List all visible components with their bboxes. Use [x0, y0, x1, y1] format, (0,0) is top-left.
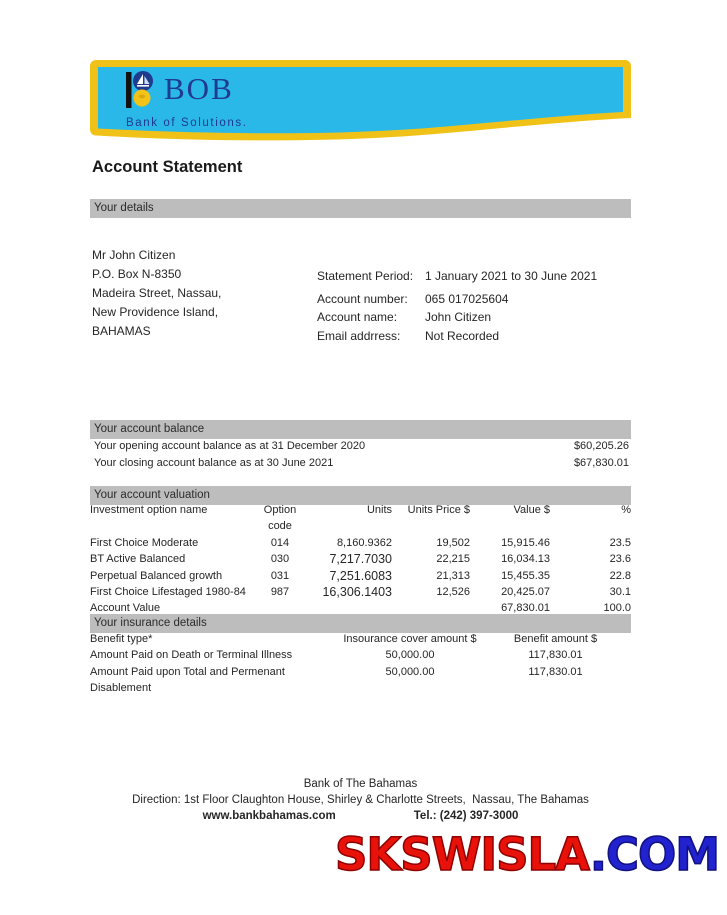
investment-name: First Choice Lifestaged 1980-84 [90, 586, 246, 599]
valuation-table [90, 502, 631, 617]
investment-name: First Choice Moderate [90, 536, 199, 549]
table-row [90, 664, 631, 697]
field-label: Statement Period: [317, 269, 414, 283]
total-label: Account Value [90, 602, 161, 615]
benefit-type: Amount Paid on Death or Terminal Illness [90, 649, 293, 662]
page-title: Account Statement [92, 158, 243, 176]
bank-logo-word: BOB [164, 71, 234, 106]
cover-amount: 50,000.00 [385, 665, 435, 678]
address-line: P.O. Box N-8350 [92, 267, 182, 281]
investment-name: Perpetual Balanced growth [90, 569, 223, 582]
section-bar-your-details: Your details [90, 199, 631, 218]
col-header-benefit-type: Benefit type* [90, 633, 153, 645]
bank-logo-icon [126, 70, 160, 114]
field-label: Account number: [317, 291, 408, 306]
units-price: 12,526 [436, 586, 470, 599]
footer-website: www.bankbahamas.com [202, 810, 336, 822]
bank-logo [126, 70, 248, 129]
field-label: Account name: [317, 310, 398, 324]
units-price: 21,313 [436, 569, 470, 582]
units: 16,306.1403 [322, 585, 392, 600]
watermark [335, 828, 719, 881]
units: 8,160.9362 [336, 536, 392, 549]
address-line: Madeira Street, Nassau, [92, 286, 222, 300]
option-code: 031 [270, 569, 290, 582]
opening-balance-label: Your opening account balance as at 31 December 2020 [94, 440, 366, 452]
statement-fields [317, 267, 597, 345]
col-header-units-price: Units Price $ [407, 504, 470, 516]
total-percent: 100.0 [603, 602, 631, 615]
section-bar-account-valuation: Your account valuation [90, 486, 631, 505]
section-bar-insurance-details: Your insurance details [90, 614, 631, 633]
units: 7,251.6083 [329, 568, 392, 583]
col-header-value: Value $ [513, 504, 550, 516]
insurance-header-row [90, 631, 631, 647]
col-header-percent: % [621, 504, 631, 516]
customer-address [92, 246, 317, 345]
footer-phone: Tel.: (242) 397-3000 [413, 810, 519, 822]
benefit-amount: 117,830.01 [528, 665, 583, 678]
watermark-red-text: SKSWISLA [335, 828, 590, 881]
bank-header-banner [90, 60, 631, 146]
percent: 22.8 [609, 569, 631, 582]
footer-bank-name: Bank of The Bahamas [303, 778, 418, 790]
opening-balance-value: $60,205.26 [573, 440, 629, 452]
units-price: 19,502 [436, 536, 470, 549]
units: 7,217.7030 [329, 552, 392, 567]
value: 15,455.35 [501, 569, 550, 582]
col-header-benefit-amount: Benefit amount $ [513, 633, 598, 645]
valuation-header-row [90, 502, 631, 535]
closing-balance-row [90, 455, 631, 472]
option-code: 014 [270, 536, 290, 549]
value: 20,425.07 [501, 586, 550, 599]
field-label: Email addrress: [317, 328, 401, 343]
field-value: Not Recorded [425, 328, 500, 343]
address-line: BAHAMAS [92, 324, 151, 338]
field-value: John Citizen [425, 310, 492, 324]
option-code: 030 [270, 553, 290, 566]
units-price: 22,215 [436, 553, 470, 566]
benefit-amount: 117,830.01 [528, 649, 583, 662]
opening-balance-row [90, 438, 631, 455]
field-account-name [317, 308, 597, 327]
value: 16,034.13 [501, 553, 550, 566]
option-code: 987 [270, 586, 290, 599]
closing-balance-label: Your closing account balance as at 30 June 2021 [94, 457, 334, 469]
balance-rows [90, 438, 631, 472]
footer [90, 776, 631, 825]
percent: 23.5 [609, 536, 631, 549]
insurance-table [90, 631, 631, 697]
investment-name: BT Active Balanced [90, 553, 186, 566]
table-row [90, 647, 631, 663]
bank-logo-tagline: Bank of Solutions. [126, 117, 248, 129]
col-header-cover-amount: Insourance cover amount $ [343, 633, 477, 645]
cover-amount: 50,000.00 [385, 649, 435, 662]
field-account-number [317, 290, 597, 309]
table-row [90, 535, 631, 551]
field-value: 1 January 2021 to 30 June 2021 [425, 269, 598, 283]
address-line: New Providence Island, [92, 305, 219, 319]
customer-details-block [92, 246, 631, 345]
table-row [90, 584, 631, 600]
total-value: 67,830.01 [501, 602, 550, 615]
field-value: 065 017025604 [425, 291, 509, 306]
table-row [90, 551, 631, 567]
col-header-investment-option: Investment option name [90, 504, 208, 516]
field-statement-period [317, 267, 597, 286]
percent: 23.6 [609, 553, 631, 566]
address-line: Mr John Citizen [92, 248, 176, 262]
col-header-units: Units [366, 504, 392, 516]
watermark-blue-text: .COM [589, 828, 719, 881]
table-row [90, 568, 631, 584]
col-header-option-code: Option code [263, 504, 297, 533]
section-bar-account-balance: Your account balance [90, 420, 631, 439]
closing-balance-value: $67,830.01 [573, 457, 629, 469]
value: 15,915.46 [501, 536, 550, 549]
field-email-address [317, 327, 597, 346]
percent: 30.1 [609, 586, 631, 599]
footer-address: Direction: 1st Floor Claughton House, Shirley & Charlotte Streets, Nassau, The Bahamas [132, 794, 589, 806]
benefit-type: Amount Paid upon Total and Permenant Disablement [90, 665, 285, 695]
